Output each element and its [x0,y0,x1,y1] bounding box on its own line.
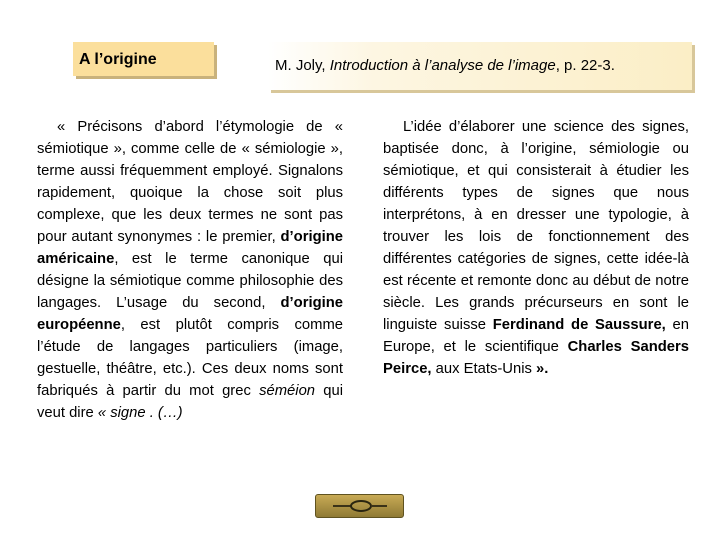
greek-word: séméion [259,383,316,399]
quote-text: , est plutôt compris comme l’étude de langages particuliers (image, gestuelle, théâtre, etc.). Ces deux noms sont fabriqués à partir du mot grec [37,317,343,399]
key-icon [330,499,390,513]
source-reference [268,42,692,90]
quote-text: aux Etats-Unis [431,361,536,377]
quote-paragraph-right [383,116,689,380]
name-saussure: Ferdinand de Saussure, [492,317,666,333]
quote-paragraph-left [37,116,343,424]
slide-title-text: A l’origine [79,51,157,68]
navigation-button[interactable] [315,494,404,518]
emphasis-origin-american: d’origine américaine [37,229,343,267]
quote-ending: « signe . (…) [97,405,183,421]
quote-text: en Europe, et le scientifique [383,317,690,355]
quote-column-left [37,116,343,424]
reference-pages: , p. 22-3. [555,57,615,74]
emphasis-origin-european: d’origine européenne [37,295,343,333]
closing-quote: ». [536,361,549,377]
name-peirce: Charles Sanders Peirce, [383,339,689,377]
quote-text: , est le terme canonique qui désigne la sémiotique comme philosophie des langages. L’usage du second, [37,251,343,311]
reference-book-title: Introduction à l’analyse de l’image [329,57,556,74]
reference-author: M. Joly, [275,57,326,74]
slide-title [73,42,214,76]
quote-text: L’idée d’élaborer une science des signes, baptisée donc, à l’origine, sémiologie ou sémiotique, et qui consisterait à étudier les différents types de signes que nous interprétons, à en dresser une typologie, à trouver les lois de fonctionnement des différentes catégories de signes, cette idée-là est récente et remonte donc au début de notre siècle. Les grands précurseurs en sont le linguiste suisse [383,119,689,333]
quote-column-right [383,116,689,380]
quote-text: qui veut dire [37,383,344,421]
quote-text: « Précisons d’abord l’étymologie de « sémiotique », comme celle de « sémiologie », terme aussi fréquemment employé. Signalons rapidement, quoique la chose soit plus complexe, que les deux termes ne sont pas pour autant synonymes : le premier, [37,119,343,245]
